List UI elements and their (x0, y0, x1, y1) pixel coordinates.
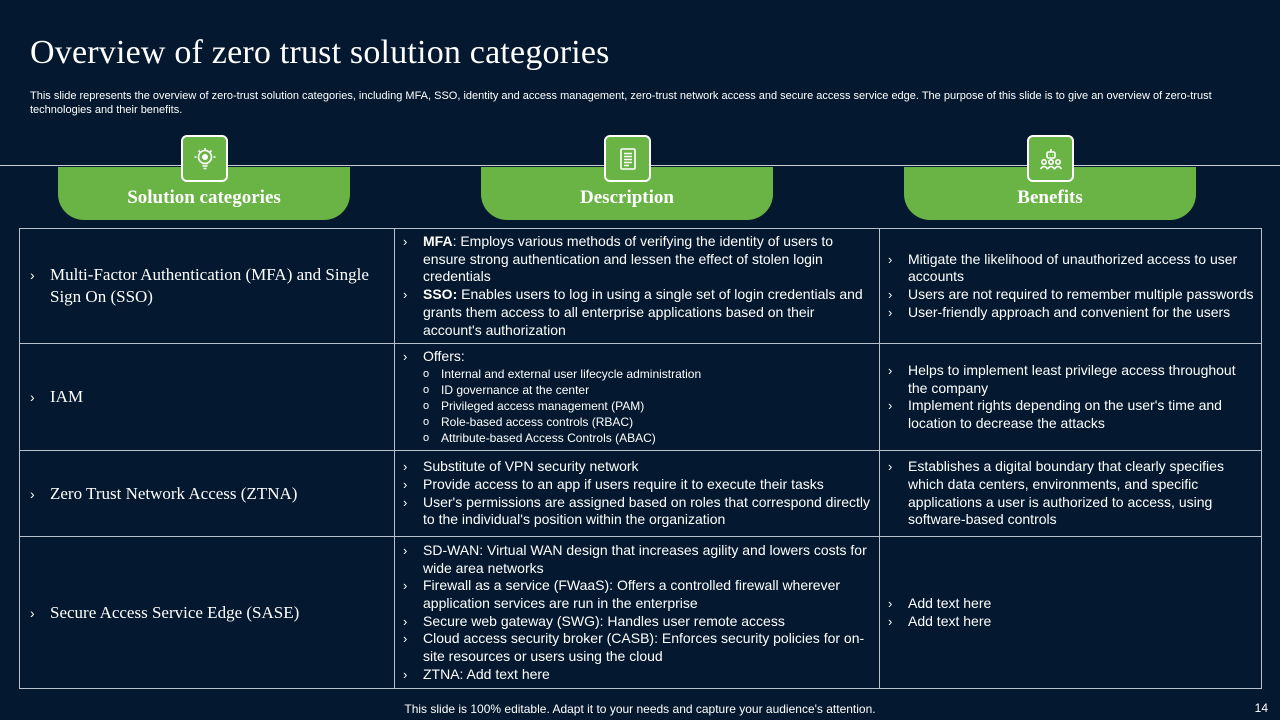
chevron-right-icon: › (403, 234, 408, 249)
term-sso: SSO: (423, 286, 458, 303)
sub-list-item (423, 398, 873, 414)
category-label: Multi-Factor Authentication (MFA) and Single Sign On (SSO) (50, 265, 369, 307)
list-item (888, 304, 1255, 322)
table-row (20, 537, 1262, 689)
chevron-right-icon: › (403, 578, 408, 594)
description-text: Substitute of VPN security network (423, 458, 639, 475)
sub-item-text: Internal and external user lifecycle administration (441, 367, 702, 382)
sub-item-text: Privileged access management (PAM) (441, 399, 645, 414)
sub-list-item (423, 366, 873, 382)
list-item (403, 494, 873, 529)
list-item (403, 286, 873, 339)
chevron-right-icon: › (403, 287, 408, 303)
team-robot-icon (1027, 135, 1074, 182)
table-row (20, 229, 1262, 344)
slide-title: Overview of zero trust solution categories (30, 34, 610, 71)
benefit-text: Users are not required to remember multiple passwords (908, 286, 1254, 303)
chevron-right-icon: › (888, 287, 893, 303)
description-cell (395, 451, 880, 537)
list-item (403, 458, 873, 476)
description-text: Secure web gateway (SWG): Handles user remote access (423, 612, 785, 629)
sub-item-text: ID governance at the center (441, 383, 590, 398)
chevron-right-icon: › (888, 398, 893, 414)
chevron-right-icon: › (30, 389, 35, 406)
list-item (888, 458, 1255, 529)
chevron-right-icon: › (888, 251, 893, 267)
chevron-right-icon: › (403, 666, 408, 682)
chevron-right-icon: › (403, 631, 408, 647)
chevron-right-icon: › (403, 477, 408, 493)
table-row (20, 344, 1262, 451)
description-cell (395, 537, 880, 689)
slide-subtitle: This slide represents the overview of zero-trust solution categories, including MFA, SSO, identity and access management, zero-trust network access and secure access service edge. The purpose of this slide is to give an overview of zero-trust technologies and their benefits. (30, 90, 1212, 116)
category-cell (20, 537, 395, 689)
benefits-cell (880, 229, 1262, 344)
benefit-text: Add text here (908, 612, 992, 629)
chevron-right-icon: › (888, 613, 893, 629)
table-row (20, 451, 1262, 537)
list-item (403, 348, 873, 366)
circle-bullet-icon: o (423, 416, 430, 429)
category-label: Zero Trust Network Access (ZTNA) (50, 483, 298, 503)
description-text: Offers: (423, 348, 465, 365)
benefits-cell (880, 451, 1262, 537)
description-cell (395, 344, 880, 451)
benefit-text: Add text here (908, 595, 992, 612)
circle-bullet-icon: o (423, 400, 430, 413)
sub-list-item (423, 414, 873, 430)
chevron-right-icon: › (403, 459, 408, 475)
benefit-text: Establishes a digital boundary that clearly specifies which data centers, environments, and specific applications a user is authorized to access, using software-based controls (908, 458, 1224, 528)
chevron-right-icon: › (888, 362, 893, 378)
term-definition: : Employs various methods of verifying the identity of users to ensure strong authentication and lessen the effect of stolen login credentials (423, 233, 834, 285)
list-item (403, 577, 873, 612)
list-item (888, 595, 1255, 613)
circle-bullet-icon: o (423, 384, 430, 397)
description-text: User's permissions are assigned based on roles that correspond directly to the individual's position within the organization (423, 493, 871, 528)
chevron-right-icon: › (403, 349, 408, 365)
header-benefits: Benefits (904, 167, 1196, 220)
chevron-right-icon: › (888, 459, 893, 475)
solutions-table (19, 228, 1262, 689)
list-item (403, 233, 873, 286)
list-item (403, 476, 873, 494)
description-text: SD-WAN: Virtual WAN design that increases agility and lowers costs for wide area networks (423, 541, 867, 576)
document-icon (604, 135, 651, 182)
chevron-right-icon: › (403, 542, 408, 558)
category-cell (20, 344, 395, 451)
description-text: Cloud access security broker (CASB): Enforces security policies for on-site resources or users using the cloud (423, 630, 865, 665)
list-item (888, 397, 1255, 432)
list-item (403, 630, 873, 665)
chevron-right-icon: › (30, 485, 35, 502)
term-mfa: MFA (423, 233, 453, 249)
list-item (403, 613, 873, 631)
circle-bullet-icon: o (423, 432, 430, 445)
benefits-cell (880, 537, 1262, 689)
footer-note: This slide is 100% editable. Adapt it to your needs and capture your audience's attention. (404, 702, 876, 716)
list-item (888, 362, 1255, 397)
list-item (888, 251, 1255, 286)
sub-list-item (423, 382, 873, 398)
description-cell (395, 229, 880, 344)
list-item (888, 286, 1255, 304)
category-label: Secure Access Service Edge (SASE) (50, 602, 300, 622)
benefit-text: Implement rights depending on the user's time and location to decrease the attacks (908, 397, 1222, 431)
sub-item-text: Attribute-based Access Controls (ABAC) (441, 431, 656, 446)
sub-list-item (423, 430, 873, 446)
benefit-text: User-friendly approach and convenient for the users (908, 303, 1231, 320)
category-label: IAM (50, 387, 84, 407)
category-cell (20, 229, 395, 344)
description-text: Provide access to an app if users require it to execute their tasks (423, 476, 824, 493)
chevron-right-icon: › (30, 604, 35, 621)
chevron-right-icon: › (403, 494, 408, 510)
lightbulb-gear-icon (181, 135, 228, 182)
chevron-right-icon: › (888, 596, 893, 612)
list-item (888, 613, 1255, 631)
header-description: Description (481, 167, 773, 220)
description-text: ZTNA: Add text here (423, 665, 550, 682)
benefits-cell (880, 344, 1262, 451)
description-text: Firewall as a service (FWaaS): Offers a controlled firewall wherever application services are run in the enterprise (423, 577, 841, 612)
chevron-right-icon: › (30, 267, 35, 284)
sub-item-text: Role-based access controls (RBAC) (441, 415, 634, 430)
category-cell (20, 451, 395, 537)
list-item (403, 542, 873, 577)
chevron-right-icon: › (888, 304, 893, 320)
header-solution-categories: Solution categories (58, 167, 350, 220)
benefit-text: Mitigate the likelihood of unauthorized access to user accounts (908, 250, 1238, 285)
circle-bullet-icon: o (423, 368, 430, 381)
benefit-text: Helps to implement least privilege access throughout the company (908, 361, 1236, 396)
list-item (403, 666, 873, 684)
term-definition: Enables users to log in using a single set of login credentials and grants them access to all enterprise applications based on their account's authorization (423, 286, 863, 338)
chevron-right-icon: › (403, 613, 408, 629)
page-number: 14 (1254, 701, 1268, 715)
